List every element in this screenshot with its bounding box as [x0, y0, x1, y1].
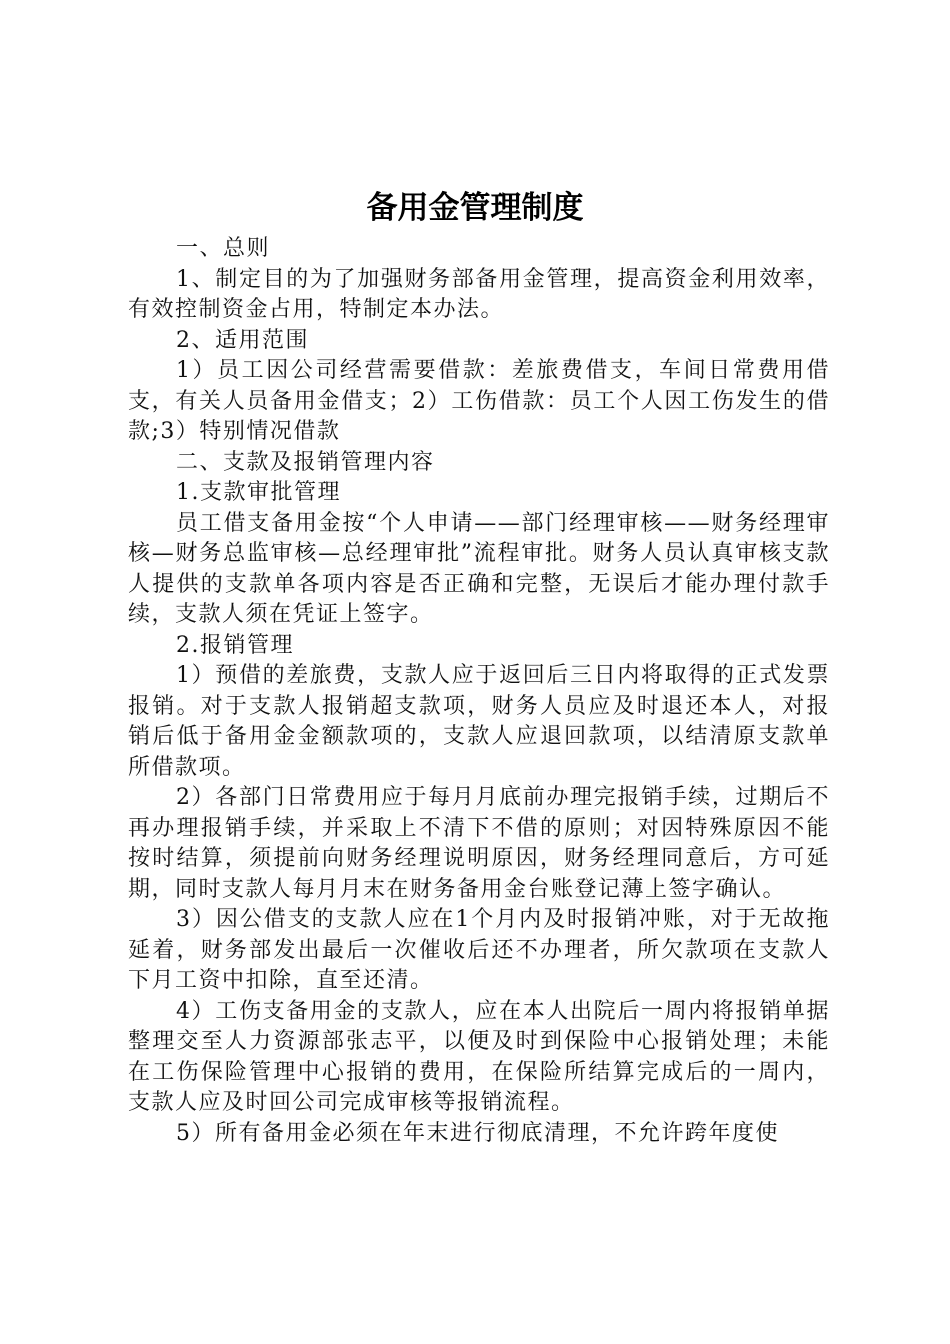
paragraph-scope: 1）员工因公司经营需要借款：差旅费借支，车间日常费用借支，有关人员备用金借支；2）工伤借款：员工个人因工伤发生的借款;3）特别情况借款: [128, 358, 830, 444]
section-heading-general: 一、总则: [176, 236, 271, 261]
document-body: [128, 234, 830, 1149]
paragraph-purpose: 1、制定目的为了加强财务部备用金管理，提高资金利用效率，有效控制资金占用，特制定本办法。: [128, 266, 830, 322]
section-heading-approval: 1.支款审批管理: [176, 480, 341, 505]
paragraph-injury-advance: 4）工伤支备用金的支款人，应在本人出院后一周内将报销单据整理交至人力资源部张志平，以便及时到保险中心报销处理；未能在工伤保险管理中心报销的费用，在保险所结算完成后的一周内，支款人应及时回公司完成审核等报销流程。: [128, 998, 830, 1115]
document-title: 备用金管理制度: [366, 190, 584, 226]
paragraph-overdue-repayment: 3）因公借支的支款人应在1个月内及时报销冲账，对于无故拖延着，财务部发出最后一次催收后还不办理者，所欠款项在支款人下月工资中扣除，直至还清。: [128, 907, 830, 993]
section-heading-scope: 2、适用范围: [176, 327, 309, 353]
paragraph-travel-reimbursement: 1）预借的差旅费，支款人应于返回后三日内将取得的正式发票报销。对于支款人报销超支款项，财务人员应及时退还本人，对报销后低于备用金金额款项的，支款人应退回款项，以结清原支款单所借款项。: [128, 663, 830, 780]
paragraph-approval: 员工借支备用金按“个人申请——部门经理审核——财务经理审核—财务总监审核—总经理审批”流程审批。财务人员认真审核支款人提供的支款单各项内容是否正确和完整，无误后才能办理付款手续，支款人须在凭证上签字。: [128, 510, 830, 627]
paragraph-year-end-clearing: 5）所有备用金必须在年末进行彻底清理，不允许跨年度使: [176, 1120, 779, 1146]
section-heading-management: 二、支款及报销管理内容: [176, 449, 435, 475]
paragraph-monthly-reimbursement: 2）各部门日常费用应于每月月底前办理完报销手续，过期后不再办理报销手续，并采取上不清下不借的原则；对因特殊原因不能按时结算，须提前向财务经理说明原因，财务经理同意后，方可延期，同时支款人每月月末在财务备用金台账登记薄上签字确认。: [128, 785, 830, 902]
section-heading-reimbursement: 2.报销管理: [176, 632, 294, 658]
